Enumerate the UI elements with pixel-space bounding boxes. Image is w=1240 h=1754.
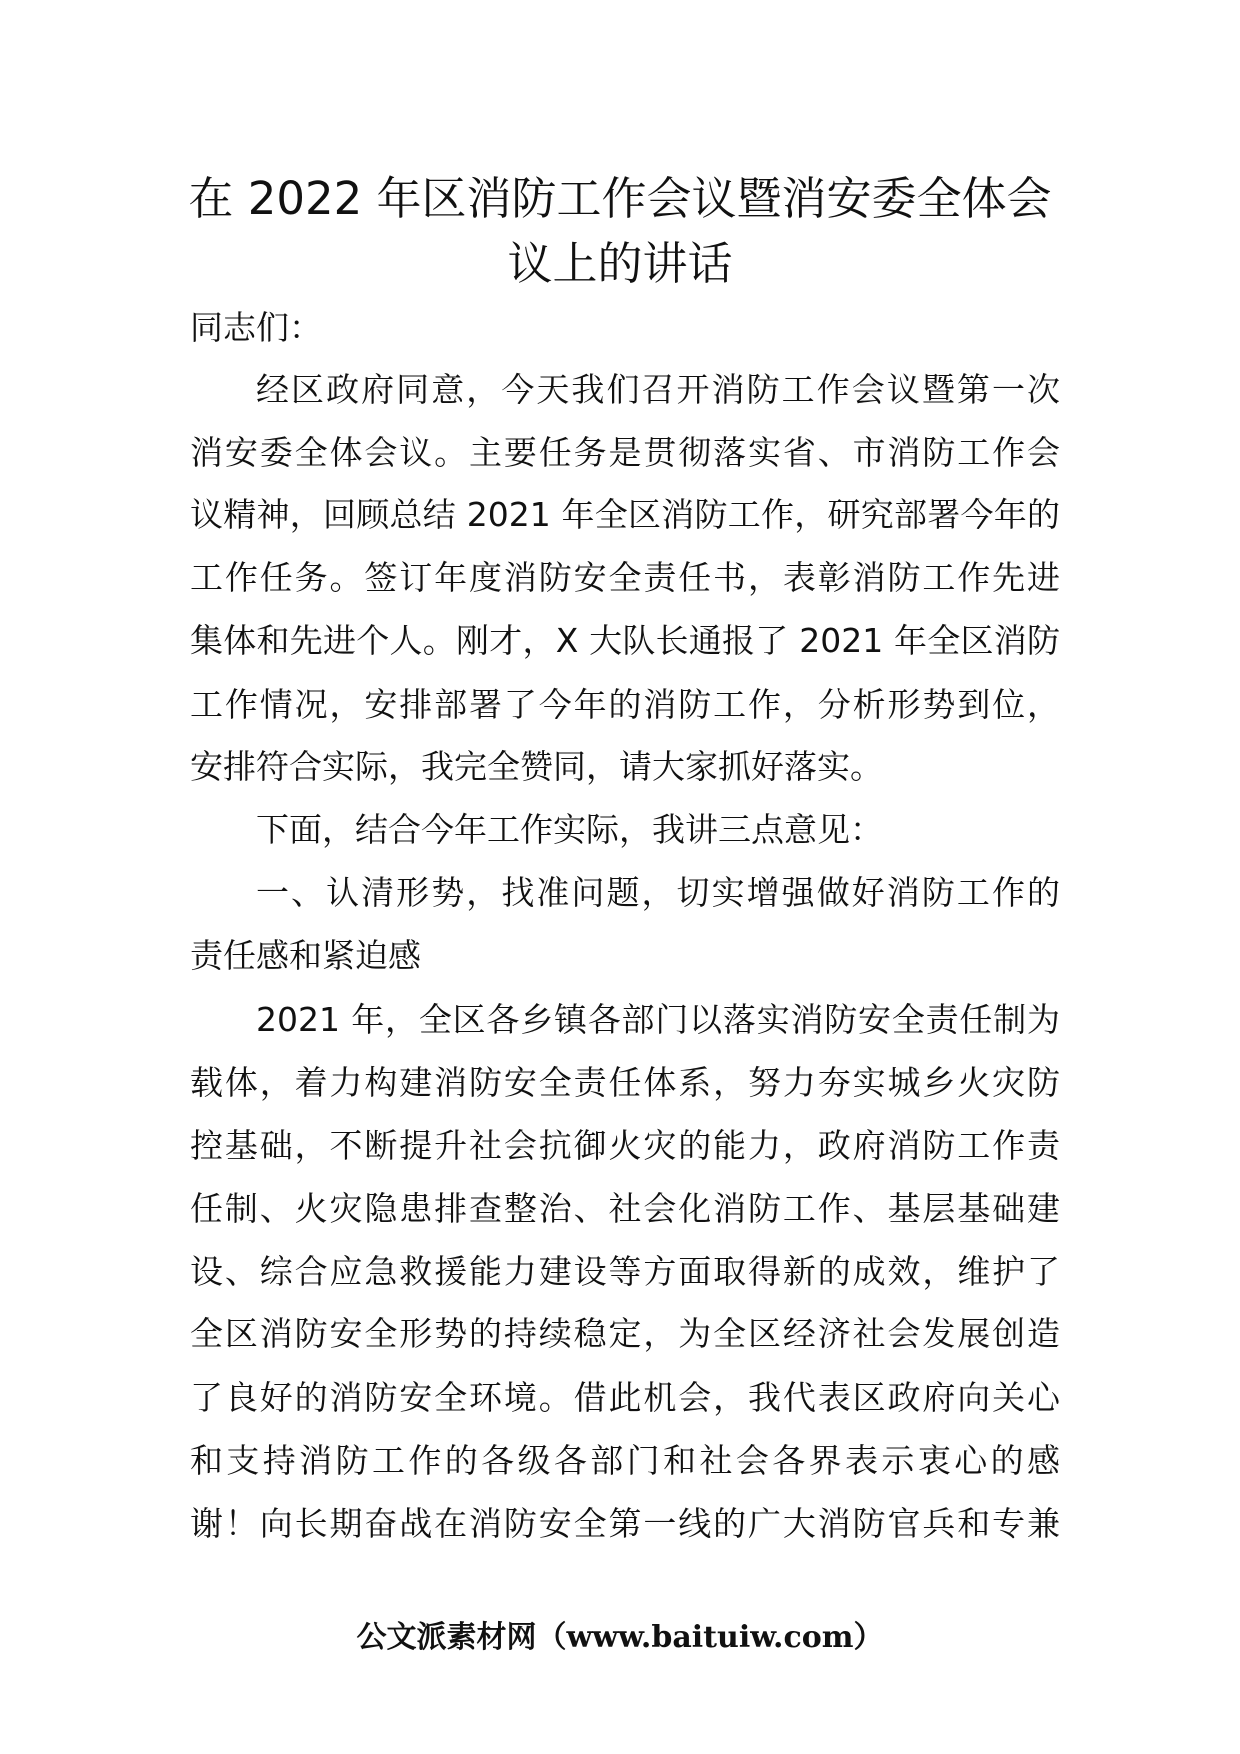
paragraph-line: 和支持消防工作的各级各部门和社会各界表示衷心的感 bbox=[190, 1441, 1060, 1480]
paragraph-line: 载体，着力构建消防安全责任体系，努力夯实城乡火灾防 bbox=[190, 1063, 1060, 1102]
paragraph-line: 议精神，回顾总结 2021 年全区消防工作，研究部署今年的 bbox=[190, 495, 1060, 534]
paragraph-line: 任制、火灾隐患排查整治、社会化消防工作、基层基础建 bbox=[190, 1189, 1060, 1228]
paragraph-line: 2021 年，全区各乡镇各部门以落实消防安全责任制为 bbox=[256, 1000, 1060, 1039]
paragraph-line: 控基础，不断提升社会抗御火灾的能力，政府消防工作责 bbox=[190, 1126, 1060, 1165]
source-footer: 公文派素材网（www.baituiw.com） bbox=[356, 1620, 884, 1655]
paragraph-line: 消安委全体会议。主要任务是贯彻落实省、市消防工作会 bbox=[190, 433, 1060, 472]
paragraph-line: 工作情况，安排部署了今年的消防工作，分析形势到位， bbox=[190, 685, 1060, 724]
document-title-line-1: 在 2022 年区消防工作会议暨消安委全体会 bbox=[188, 172, 1052, 225]
paragraph-line: 全区消防安全形势的持续稳定，为全区经济社会发展创造 bbox=[190, 1314, 1060, 1353]
document-title-line-2: 议上的讲话 bbox=[507, 237, 733, 290]
paragraph-line: 经区政府同意，今天我们召开消防工作会议暨第一次 bbox=[256, 370, 1060, 409]
salutation: 同志们： bbox=[190, 308, 322, 347]
section-heading-line: 一、认清形势，找准问题，切实增强做好消防工作的 bbox=[256, 873, 1060, 912]
paragraph-line: 集体和先进个人。刚才，X 大队长通报了 2021 年全区消防 bbox=[190, 621, 1060, 660]
paragraph-line: 设、综合应急救援能力建设等方面取得新的成效，维护了 bbox=[190, 1252, 1060, 1291]
paragraph-line: 谢！向长期奋战在消防安全第一线的广大消防官兵和专兼 bbox=[190, 1504, 1060, 1543]
paragraph-line: 安排符合实际，我完全赞同，请大家抓好落实。 bbox=[190, 747, 883, 786]
paragraph-line: 了良好的消防安全环境。借此机会，我代表区政府向关心 bbox=[190, 1378, 1060, 1417]
section-heading-line: 责任感和紧迫感 bbox=[190, 936, 421, 975]
paragraph-line: 工作任务。签订年度消防安全责任书，表彰消防工作先进 bbox=[190, 558, 1060, 597]
paragraph-line: 下面，结合今年工作实际，我讲三点意见： bbox=[256, 810, 883, 849]
